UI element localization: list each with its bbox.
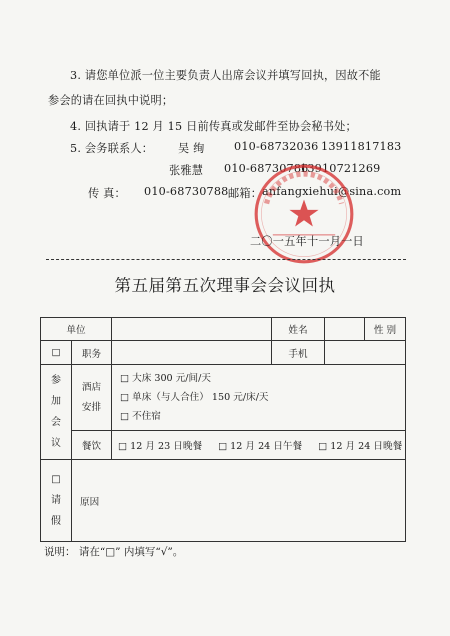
contact2-name: 张雅慧 bbox=[169, 164, 204, 177]
item3-line2: 参会的请在回执中说明； bbox=[48, 94, 174, 107]
form-title: 第五届第五次理事会会议回执 bbox=[114, 276, 336, 295]
unit-field[interactable] bbox=[112, 318, 272, 341]
item4-text: 4. 回执请于 12 月 15 日前传真或发邮件至协会秘书处； bbox=[70, 120, 357, 133]
reason-field[interactable] bbox=[72, 460, 406, 542]
meal-label: 餐饮 bbox=[72, 431, 112, 460]
hotel-label bbox=[72, 365, 112, 431]
meal-option-24-dinner[interactable]: □ 12 月 24 日晚餐 bbox=[318, 441, 403, 452]
attend-char: 加 bbox=[51, 396, 61, 407]
contact1-name: 吴 绚 bbox=[178, 142, 205, 155]
cut-line-divider bbox=[46, 259, 406, 260]
document-date: 二〇一五年十一月一日 bbox=[250, 235, 364, 248]
official-seal-icon bbox=[252, 162, 356, 266]
leave-char: 请 bbox=[51, 495, 61, 506]
gender-label: 性 别 bbox=[365, 318, 406, 341]
attend-checkbox[interactable]: □ bbox=[41, 341, 72, 365]
email-label: 邮箱： bbox=[228, 187, 263, 200]
footnote: 说明： 请在“□” 内填写“√”。 bbox=[44, 546, 184, 558]
contact1-mobile: 13911817183 bbox=[321, 140, 402, 153]
reply-form-table bbox=[40, 317, 406, 542]
contact-label: 5. 会务联系人： bbox=[70, 142, 154, 155]
contact2-phone: 010-68730786 bbox=[224, 162, 309, 175]
name-label: 姓名 bbox=[272, 318, 325, 341]
attend-char: 会 bbox=[51, 417, 61, 428]
unit-label: 单位 bbox=[41, 318, 112, 341]
hotel-options bbox=[112, 365, 406, 431]
fax-number: 010-68730788 bbox=[144, 185, 229, 198]
meal-options bbox=[112, 431, 406, 460]
mobile-field[interactable] bbox=[325, 341, 406, 365]
email-address: anfangxiehui@sina.com bbox=[262, 185, 402, 198]
contact2-mobile: 13910721269 bbox=[300, 162, 381, 175]
attend-meeting-label bbox=[41, 365, 72, 460]
meal-option-24-lunch[interactable]: □ 12 月 24 日午餐 bbox=[218, 441, 303, 452]
position-field[interactable] bbox=[112, 341, 272, 365]
leave-label bbox=[41, 460, 72, 542]
attend-char: 议 bbox=[51, 438, 61, 449]
contact1-phone: 010-68732036 bbox=[234, 140, 319, 153]
reason-label: 原因 bbox=[80, 496, 100, 508]
meal-option-23-dinner[interactable]: □ 12 月 23 日晚餐 bbox=[118, 441, 203, 452]
hotel-label-line1: 酒店 bbox=[81, 381, 102, 393]
name-field[interactable] bbox=[325, 318, 365, 341]
hotel-option-double-bed[interactable]: □ 大床 300 元/间/天 bbox=[120, 373, 211, 384]
fax-label: 传 真： bbox=[88, 187, 126, 200]
hotel-label-line2: 安排 bbox=[81, 401, 102, 413]
position-label: 职务 bbox=[72, 341, 112, 365]
hotel-option-shared-bed[interactable]: □ 单床（与人合住） 150 元/床/天 bbox=[120, 392, 269, 403]
attend-char: 参 bbox=[51, 375, 61, 386]
item3-line1: 3. 请您单位派一位主要负责人出席会议并填写回执，因故不能 bbox=[70, 69, 381, 82]
leave-checkbox[interactable]: □ bbox=[51, 474, 61, 485]
leave-char: 假 bbox=[51, 516, 61, 527]
mobile-label: 手机 bbox=[272, 341, 325, 365]
hotel-option-no-stay[interactable]: □ 不住宿 bbox=[120, 411, 161, 422]
